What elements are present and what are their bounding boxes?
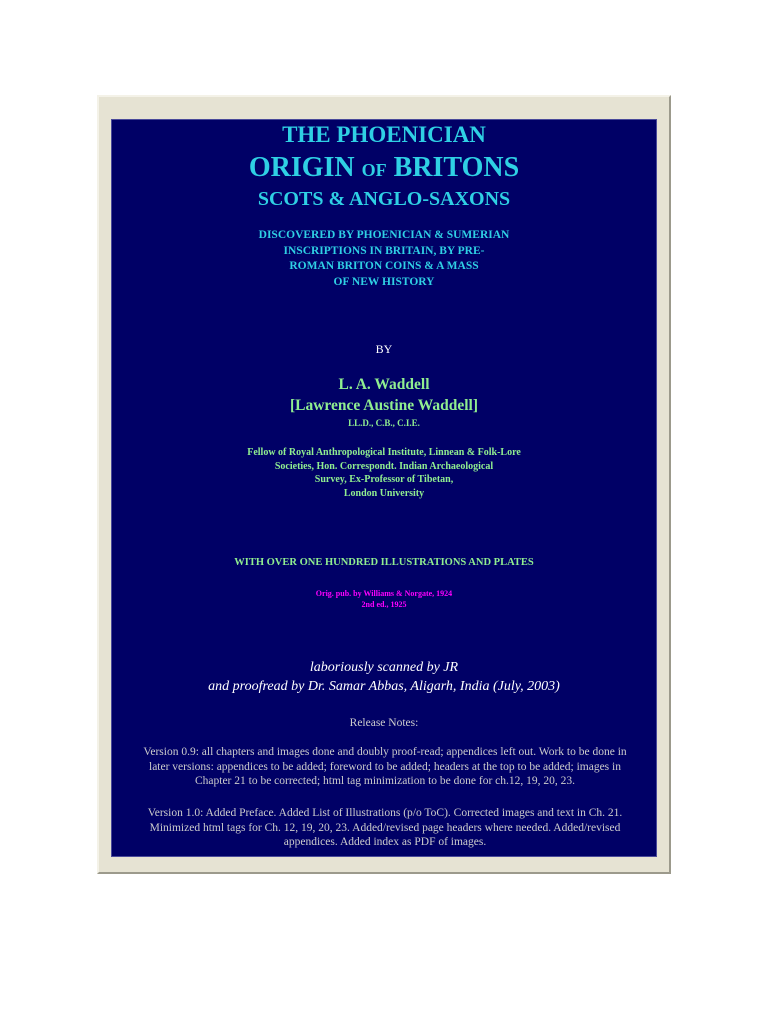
title-of: OF bbox=[361, 160, 387, 180]
affiliation-line: Survey, Ex-Professor of Tibetan, bbox=[314, 474, 454, 485]
subtitle-line: OF NEW HISTORY bbox=[333, 275, 435, 288]
release-note-v1-0 bbox=[118, 806, 652, 850]
release-note-line: appendices. Added index as PDF of images. bbox=[283, 836, 487, 848]
title-line-3: SCOTS & ANGLO-SAXONS bbox=[257, 188, 511, 210]
title-britons: BRITONS bbox=[386, 152, 520, 183]
publication-info bbox=[112, 588, 656, 610]
by-label: BY bbox=[375, 342, 393, 356]
author-full-name: [Lawrence Austine Waddell] bbox=[289, 397, 479, 414]
release-notes-heading: Release Notes: bbox=[349, 717, 419, 729]
affiliation-line: London University bbox=[343, 487, 425, 499]
author-degrees: LL.D., C.B., C.I.E. bbox=[348, 418, 420, 428]
subtitle-line: INSCRIPTIONS IN BRITAIN, BY PRE- bbox=[283, 244, 485, 257]
release-note-line: Version 1.0: Added Preface. Added List of Illustrations (p/o ToC). Corrected images and text in Ch. 21. bbox=[147, 807, 623, 819]
scan-credit bbox=[112, 658, 656, 696]
release-note-line: Minimized html tags for Ch. 12, 19, 20, 23. Added/revised page headers where needed. Added/revised bbox=[149, 821, 621, 834]
subtitle-line: ROMAN BRITON COINS & A MASS bbox=[289, 260, 479, 272]
illustrations-note: WITH OVER ONE HUNDRED ILLUSTRATIONS AND PLATES bbox=[234, 557, 534, 568]
subtitle-line: DISCOVERED BY PHOENICIAN & SUMERIAN bbox=[258, 229, 510, 241]
title-origin: ORIGIN bbox=[248, 152, 362, 183]
affiliation-line: Fellow of Royal Anthropological Institute, Linnean & Folk-Lore bbox=[247, 447, 521, 458]
author-affiliations bbox=[112, 446, 656, 500]
release-note-v0-9 bbox=[118, 745, 652, 789]
release-note-line: Version 0.9: all chapters and images done and doubly proof-read; appendices left out. Work to be done in bbox=[143, 746, 627, 758]
proofread-credit-line: and proofread by Dr. Samar Abbas, Aligarh, India (July, 2003) bbox=[208, 679, 560, 694]
publication-line: Orig. pub. by Williams & Norgate, 1924 bbox=[315, 589, 453, 598]
publication-edition: 2nd ed., 1925 bbox=[361, 600, 407, 609]
subtitle bbox=[112, 228, 656, 290]
title-line-1: THE PHOENICIAN bbox=[282, 122, 486, 147]
release-note-line: later versions: appendices to be added; foreword to be added; headers at the top to be added; images in bbox=[149, 760, 621, 773]
author bbox=[112, 374, 656, 416]
title-line-2 bbox=[112, 150, 656, 188]
title-page-panel bbox=[111, 119, 657, 857]
affiliation-line: Societies, Hon. Correspondt. Indian Archaeological bbox=[274, 460, 494, 472]
scan-credit-line: laboriously scanned by JR bbox=[309, 660, 459, 675]
release-note-line: Chapter 21 to be corrected; html tag minimization to be done for ch.12, 19, 20, 23. bbox=[194, 775, 576, 787]
document-frame bbox=[97, 95, 671, 874]
author-name: L. A. Waddell bbox=[338, 376, 430, 393]
